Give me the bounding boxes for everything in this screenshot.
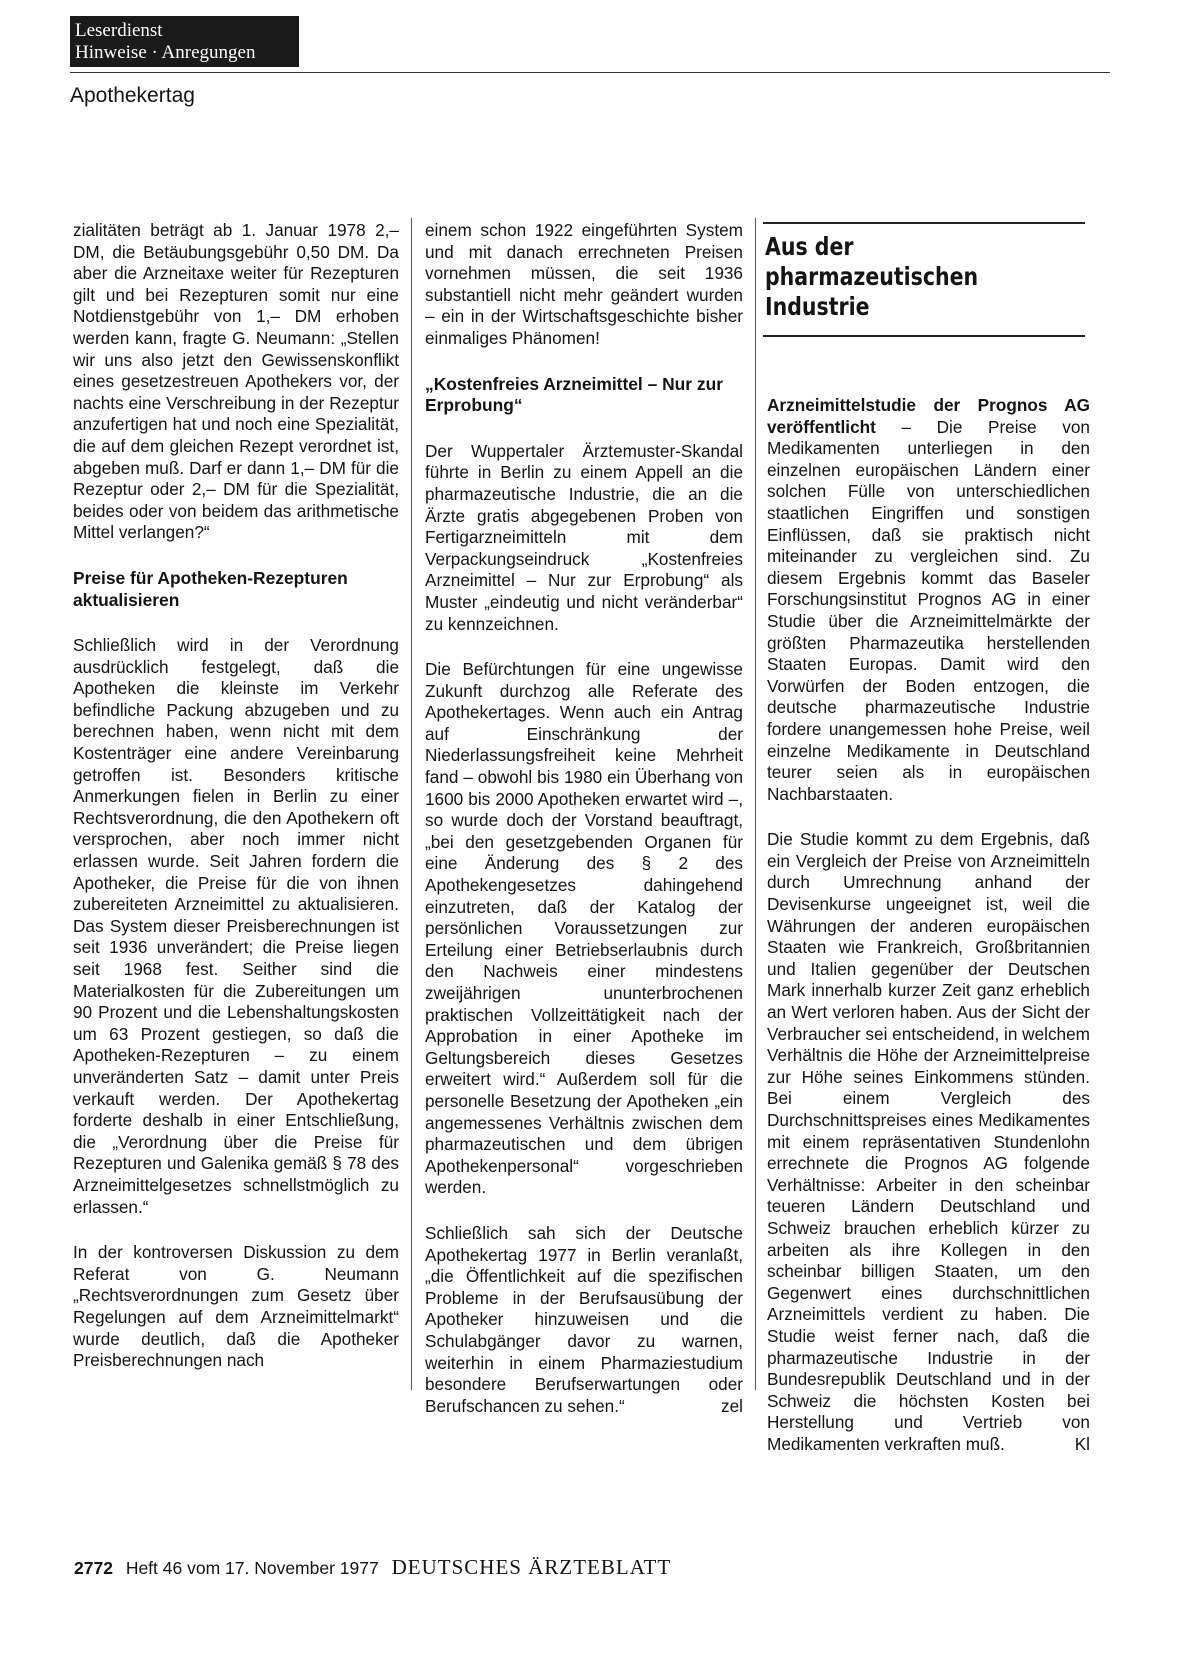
col3-paragraph-1-text: – Die Preise von Medikamenten unterliegen in den einzelnen europäischen Ländern einer solchen Fülle von unterschiedlichen staatlichen Eingriffen und sonstigen Einflüssen, daß sie praktisch nicht miteinander zu vergleichen sind. Zu diesem Ergebnis kommt das Baseler Forschungsinstitut Prognos AG in einer Studie über die Arzneimittelmärkte der größten Pharmazeutika herstellenden Staaten Europas. Damit wird den Vorwürfen der Boden entzogen, die deutsche pharmazeutische Industrie fordere unangemessen hohe Preise, weil einzelne Medikamente in Deutschland teurer seien als in europäischen Nachbarstaaten.	[767, 416, 1090, 804]
page-number: 2772	[74, 1558, 113, 1578]
col2-paragraph-4	[425, 1223, 743, 1417]
box-top-rule	[763, 222, 1085, 224]
issue-info: Heft 46 vom 17. November 1977	[125, 1558, 379, 1578]
section-header-box	[70, 16, 299, 67]
col2-paragraph-3: Die Befürchtungen für eine ungewisse Zukunft durchzog alle Referate des Apothekertages. Wenn auch ein Antrag auf Einschränkung der Niederlassungsfreiheit keine Mehrheit fand – obwohl bis 1980 ein Überhang von 1600 bis 2000 Apotheken erwartet wird –, so wurde doch der Vorstand beauftragt, „bei den gesetzgebenden Organen für eine Änderung des § 2 des Apothekengesetzes dahingehend einzutreten, daß der Katalog der persönlichen Voraussetzungen zur Erteilung einer Betriebserlaubnis durch den Nachweis einer mindestens zweijährigen ununterbrochenen praktischen Vollzeittätigkeit nach der Approbation in einer Apotheke im Geltungsbereich dieses Gesetzes erweitert wird.“ Außerdem soll für die personelle Besetzung der Apotheken „ein angemessenes Verhältnis zwischen dem pharmazeutischen und dem übrigen Apothekenpersonal“ vorgeschrieben werden.	[425, 659, 743, 1198]
col3-author: Kl	[1074, 1433, 1090, 1454]
col2-paragraph-1: einem schon 1922 eingeführten System und mit danach errechneten Preisen vornehmen müssen, die seit 1936 substantiell nicht mehr geändert wurden – ein in der Wirtschaftsgeschichte bisher einmaliges Phänomen!	[425, 220, 743, 348]
box-title-line-1: Aus der	[765, 232, 854, 261]
header-line-2: Hinweise · Anregungen	[75, 42, 256, 63]
col3-lead: Arzneimittelstudie der Prognos AG veröffentlicht	[767, 395, 1090, 437]
col3-paragraph-1	[767, 395, 1090, 805]
col3-paragraph-2	[767, 829, 1090, 1455]
col2-author: zel	[721, 1395, 743, 1416]
header-rule	[70, 72, 1110, 73]
box-bottom-rule	[763, 335, 1085, 337]
header-line-1: Leserdienst	[75, 20, 163, 41]
col1-heading: Preise für Apotheken-Rezepturen aktualisieren	[73, 567, 348, 610]
box-title-line-3: Industrie	[765, 292, 870, 321]
page-footer	[74, 1555, 671, 1580]
col1-paragraph-1: zialitäten beträgt ab 1. Januar 1978 2,– DM, die Betäubungsgebühr 0,50 DM. Da aber die Arzneitaxe weiter für Rezepturen gilt und bei Rezepturen somit nur eine Notdienstgebühr von 1,– DM erhoben werden kann, fragte G. Neumann: „Stellen wir uns also jetzt den Gewissenskonflikt eines gesetzestreuen Apothekers vor, der nachts eine Verschreibung in der Rezeptur anzufertigen hat und noch eine Spezialität, die auf dem gleichen Rezept verordnet ist, abgeben muß. Darf er dann 1,– DM für die Rezeptur oder 2,– DM für die Spezialität, beides oder von beidem das arithmetische Mittel verlangen?“	[73, 220, 399, 543]
col2-heading: „Kostenfreies Arzneimittel – Nur zur Erprobung“	[425, 373, 723, 416]
column-1	[73, 220, 399, 1396]
section-title: Apothekertag	[70, 84, 195, 107]
box-title	[765, 232, 1029, 322]
col1-paragraph-3: In der kontroversen Diskussion zu dem Referat von G. Neumann „Rechtsverordnungen zum Gesetz über Regelungen auf dem Arzneimittelmarkt“ wurde deutlich, daß die Apotheker Preisberechnungen nach	[73, 1242, 399, 1371]
magazine-name: DEUTSCHES ÄRZTEBLATT	[391, 1555, 672, 1579]
column-divider-2	[755, 218, 756, 1390]
col2-paragraph-2: Der Wuppertaler Ärztemuster-Skandal führte in Berlin zu einem Appell an die pharmazeutische Industrie, die an die Ärzte gratis abgegebenen Proben von Fertigarzneimitteln mit dem Verpackungseindruck „Kostenfreies Arzneimittel – Nur zur Erprobung“ als Muster „eindeutig und nicht veränderbar“ zu kennzeichnen.	[425, 440, 743, 634]
col1-paragraph-2: Schließlich wird in der Verordnung ausdrücklich festgelegt, daß die Apotheken die kleinste im Verkehr befindliche Packung abzugeben und zu berechnen haben, wenn nicht mit dem Kostenträger eine andere Vereinbarung getroffen ist. Besonders kritische Anmerkungen fielen in Berlin zu einer Rechtsverordnung, die den Apothekern oft versprochen, aber noch immer nicht erlassen wurde. Seit Jahren fordern die Apotheker, die Preise für die von ihnen zubereiteten Arzneimittel zu aktualisieren. Das System dieser Preisberechnungen ist seit 1936 unverändert; die Preise liegen seit 1968 fest. Seither sind die Materialkosten für die Zubereitungen um 90 Prozent und die Lebenshaltungskosten um 63 Prozent gestiegen, so daß die Apotheken-Rezepturen – zu einem unveränderten Satz – damit unter Preis verkauft werden. Der Apothekertag forderte deshalb in einer Entschließung, die „Verordnung über die Preise für Rezepturen und Galenika gemäß § 78 des Arzneimittelgesetzes schnellstmöglich zu erlassen.“	[73, 635, 399, 1217]
column-3	[767, 395, 1090, 1480]
column-2	[425, 220, 743, 1441]
column-divider-1	[411, 218, 412, 1390]
col3-paragraph-2-text: Die Studie kommt zu dem Ergebnis, daß ein Vergleich der Preise von Arzneimitteln durch Umrechnung anhand der Devisenkurse ungeeignet ist, weil die Währungen der anderen europäischen Staaten wie Frankreich, Großbritannien und Italien gegenüber der Deutschen Mark innerhalb kurzer Zeit ganz erheblich an Wert verloren haben. Aus der Sicht der Verbraucher sei entscheidend, in welchem Verhältnis die Höhe der Arzneimittelpreise zur Höhe seines Einkommens stünden. Bei einem Vergleich des Durchschnittspreises eines Medikamentes mit einem repräsentativen Stundenlohn errechnete die Prognos AG folgende Verhältnisse: Arbeiter in den scheinbar teueren Ländern Deutschland und Schweiz brauchen erheblich kürzer zu arbeiten als ihre Kollegen in den scheinbar billigen Staaten, um den Gegenwert eines durchschnittlichen Arzneimittels verdient zu haben. Die Studie weist ferner nach, daß die pharmazeutische Industrie in der Bundesrepublik Deutschland und in der Schweiz die höchsten Kosten bei Herstellung und Vertrieb von Medikamenten verkraften muß.	[767, 829, 1090, 1454]
col2-paragraph-4-text: Schließlich sah sich der Deutsche Apothekertag 1977 in Berlin veranlaßt, „die Öffentlichkeit auf die spezifischen Probleme in der Berufsausübung der Apotheker hinzuweisen und die Schulabgänger davor zu warnen, weiterhin in einem Pharmaziestudium besondere Berufserwartungen oder Berufschancen zu sehen.“	[425, 1222, 743, 1416]
box-title-line-2: pharmazeutischen	[765, 262, 979, 291]
